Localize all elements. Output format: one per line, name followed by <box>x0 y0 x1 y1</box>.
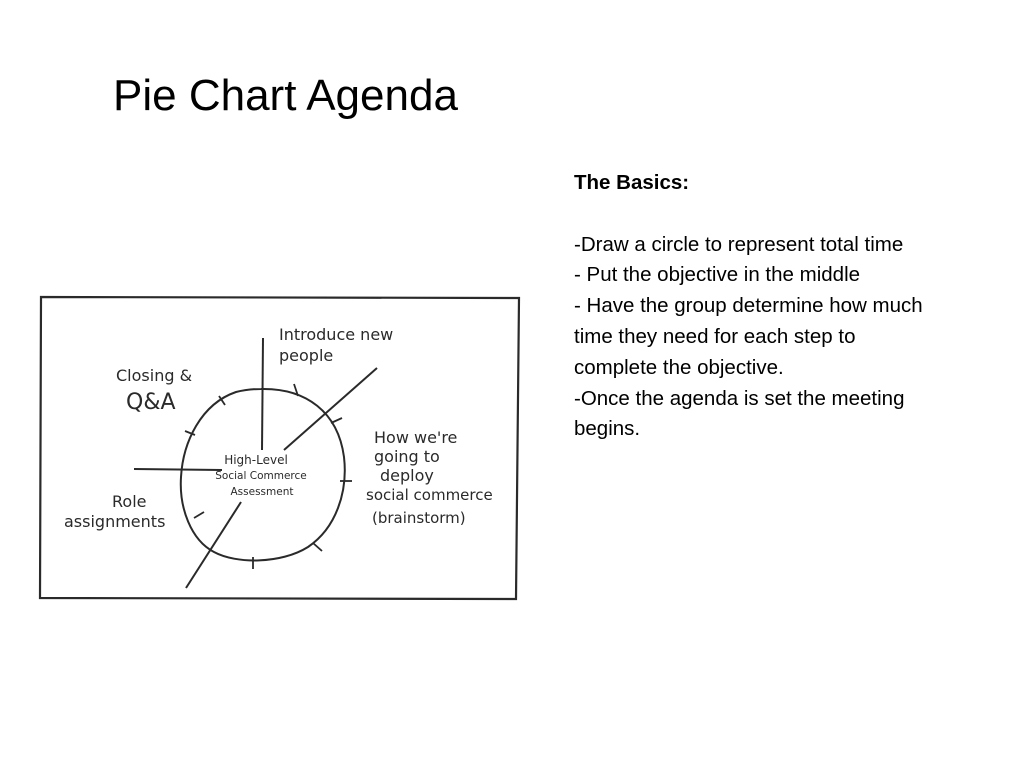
label-deploy-line-2: going to <box>374 447 440 466</box>
label-role-line-2: assignments <box>64 512 166 531</box>
basics-line-2: - Put the objective in the middle <box>574 263 861 287</box>
sketch-drawing <box>36 292 524 604</box>
label-closing-line-1: Closing & <box>116 366 193 385</box>
basics-line-4: -Once the agenda is set the meeting begins. <box>574 386 905 441</box>
label-closing-line-2: Q&A <box>126 390 176 415</box>
pie-chart-agenda-sketch <box>36 292 524 604</box>
label-deploy-line-4: social commerce <box>366 486 493 504</box>
basics-line-1: -Draw a circle to represent total time <box>574 232 904 256</box>
center-objective-line-2: Social Commerce <box>215 470 307 482</box>
label-role-line-1: Role <box>112 492 147 511</box>
basics-heading: The Basics: <box>574 171 690 194</box>
spoke-closing <box>134 469 222 470</box>
label-deploy-line-3: deploy <box>380 466 434 485</box>
label-deploy-line-1: How we're <box>374 428 458 447</box>
spoke-role <box>186 502 241 588</box>
label-introduce-line-2: people <box>279 346 334 365</box>
center-objective-line-3: Assessment <box>230 486 294 498</box>
basics-text-box <box>574 168 934 445</box>
center-objective-line-1: High-Level <box>224 453 288 467</box>
label-introduce-line-1: Introduce new <box>279 325 394 344</box>
basics-line-3: - Have the group determine how much time they need for each step to complete the objective. <box>574 294 923 379</box>
spoke-introduce <box>262 338 263 450</box>
slide-title: Pie Chart Agenda <box>113 71 458 120</box>
spoke-deploy <box>284 368 377 450</box>
label-deploy-line-5: (brainstorm) <box>372 509 466 527</box>
